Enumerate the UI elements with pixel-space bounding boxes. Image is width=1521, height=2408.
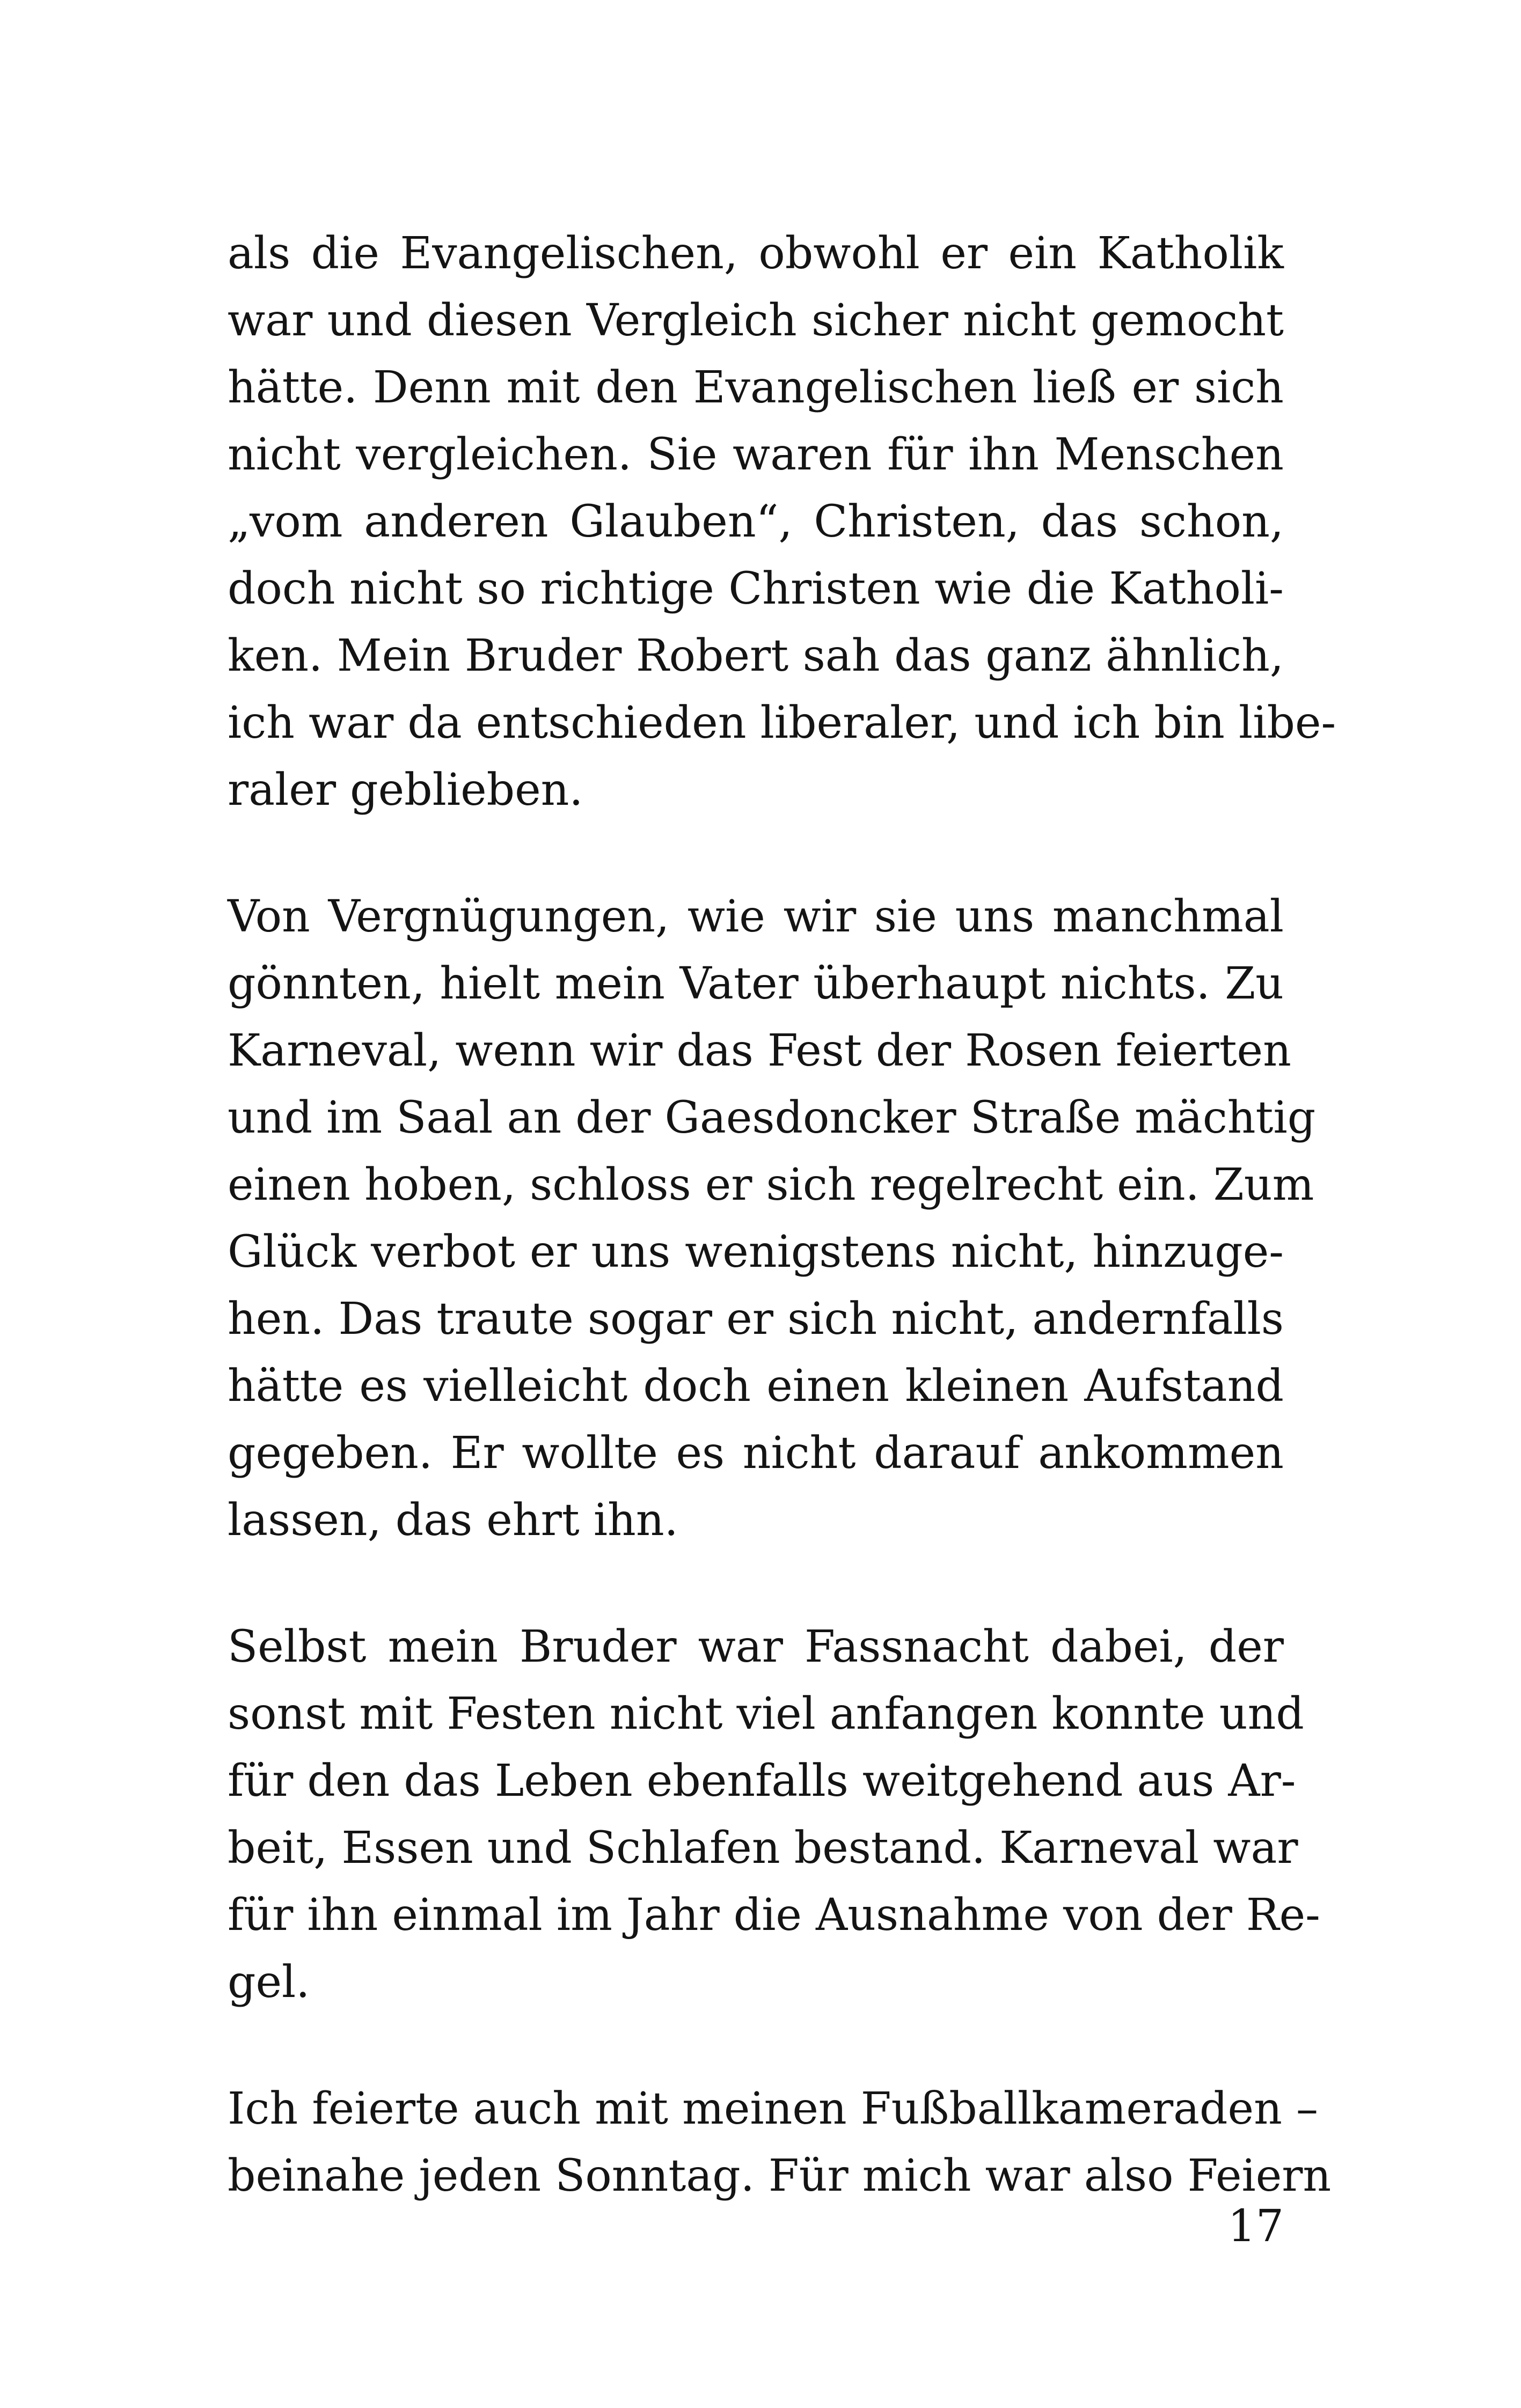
paragraph-2 — [228, 883, 1316, 1554]
text-line: für den das Leben ebenfalls weitgehend aus Ar- — [228, 1756, 1296, 1807]
text-line: beit, Essen und Schlafen bestand. Karneval war — [228, 1823, 1298, 1874]
text-line: gegeben. Er wollte es nicht darauf ankommen — [228, 1428, 1284, 1479]
text-line: sonst mit Festen nicht viel anfangen konnte und — [228, 1688, 1304, 1739]
text-line: Selbst mein Bruder war Fassnacht dabei, der — [228, 1621, 1284, 1672]
paragraph-1 — [228, 220, 1336, 824]
text-line: lassen, das ehrt ihn. — [228, 1495, 678, 1546]
page-number: 17 — [1227, 2201, 1284, 2252]
text-line: hätte. Denn mit den Evangelischen ließ er sich — [228, 362, 1284, 413]
text-line: doch nicht so richtige Christen wie die Katholi- — [228, 563, 1284, 614]
paragraph-4 — [228, 2075, 1332, 2209]
text-line: und im Saal an der Gaesdoncker Straße mächtig — [228, 1092, 1316, 1143]
text-line: als die Evangelischen, obwohl er ein Katholik — [228, 228, 1284, 279]
text-line: hen. Das traute sogar er sich nicht, andernfalls — [228, 1294, 1284, 1345]
text-line: hätte es vielleicht doch einen kleinen Aufstand — [228, 1361, 1284, 1412]
text-line: beinahe jeden Sonntag. Für mich war also Feiern — [228, 2150, 1332, 2201]
body-text — [228, 220, 1336, 2269]
text-line: einen hoben, schloss er sich regelrecht ein. Zum — [228, 1159, 1314, 1210]
text-line: „vom anderen Glauben“, Christen, das schon, — [228, 496, 1284, 547]
text-line: war und diesen Vergleich sicher nicht gemocht — [228, 295, 1284, 346]
text-line: nicht vergleichen. Sie waren für ihn Menschen — [228, 429, 1284, 480]
text-line: ich war da entschieden liberaler, und ich bin libe- — [228, 698, 1336, 748]
text-line: gönnten, hielt mein Vater überhaupt nichts. Zu — [228, 958, 1284, 1009]
text-line: Von Vergnügungen, wie wir sie uns manchmal — [228, 891, 1284, 942]
text-line: raler geblieben. — [228, 765, 583, 816]
text-line: für ihn einmal im Jahr die Ausnahme von der Re- — [228, 1890, 1320, 1941]
text-line: Ich feierte auch mit meinen Fußballkameraden – — [228, 2083, 1318, 2134]
text-line: Karneval, wenn wir das Fest der Rosen feierten — [228, 1025, 1291, 1076]
text-line: ken. Mein Bruder Robert sah das ganz ähnlich, — [228, 630, 1284, 681]
paragraph-3 — [228, 1613, 1320, 2016]
text-line: Glück verbot er uns wenigstens nicht, hinzuge- — [228, 1227, 1284, 1278]
text-line: gel. — [228, 1957, 310, 2008]
